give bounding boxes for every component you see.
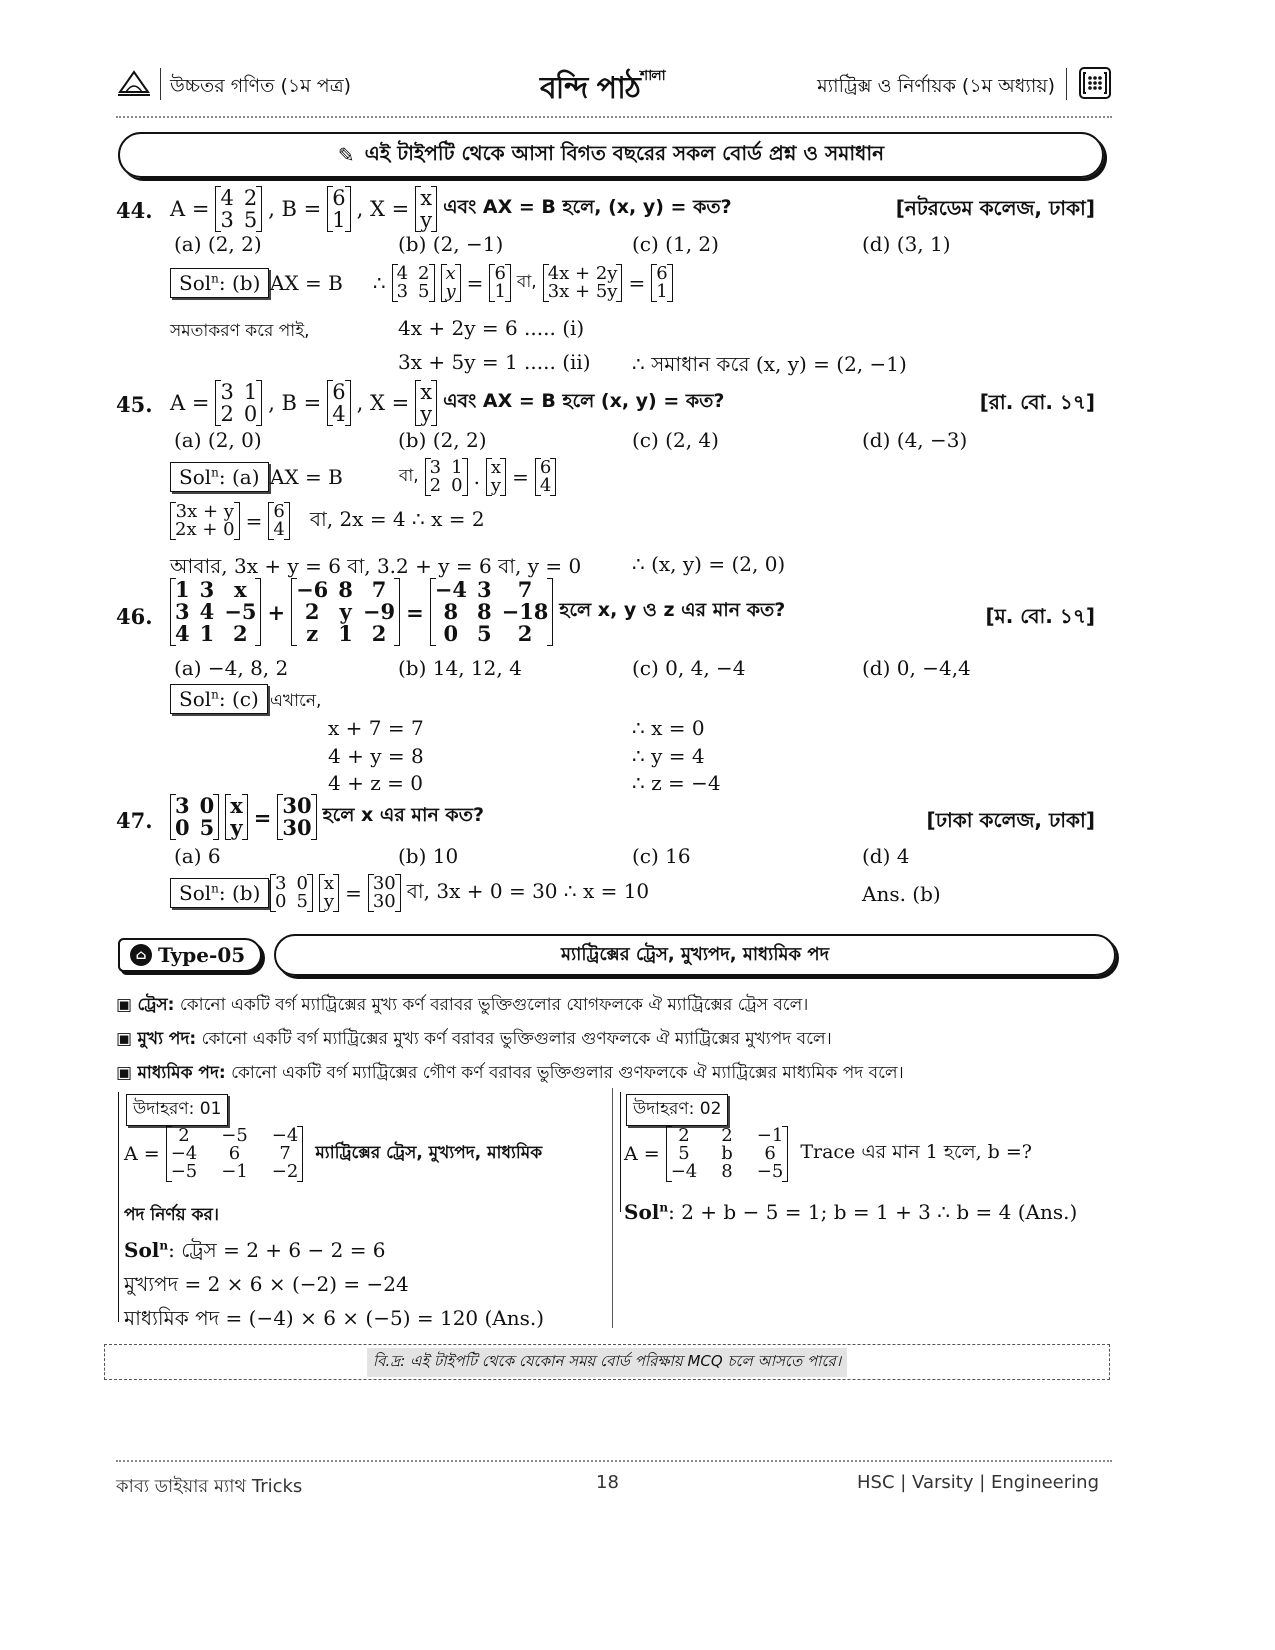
matrix-cell: 1 [332,208,346,233]
matrix-cell: 3 [275,873,287,894]
brand-small: শালা [639,68,665,84]
matrix-cell: x [323,873,335,894]
matrix-cell: −4 [271,1125,299,1146]
matrix-cell: y [490,475,502,496]
solution-label [170,462,269,492]
matrix-cell: 1 [494,281,506,302]
option-a: (a) −4, 8, 2 [174,656,289,680]
matrix-cell: 1 [656,281,668,302]
matrix-cell: x [230,793,243,818]
definition-term: মাধ্যমিক পদ: [137,1063,226,1083]
matrix-cell: 3 [220,380,234,404]
matrix-x [225,794,248,840]
matrix-cell: y [323,891,335,912]
type-title-banner [274,934,1116,976]
matrix-cell: 0 [451,475,463,496]
question-number: 46. [116,604,153,629]
matrix-cell: 4 [175,621,190,647]
matrix-x [486,458,506,496]
header-separator [116,116,1112,118]
definition-term: ট্রেস: [137,995,175,1015]
matrix-a [215,380,262,426]
matrix-cell: −1 [756,1125,784,1146]
matrix-cell: 1 [243,380,258,404]
question-45-statement [170,380,724,426]
matrix-cell: 3 [396,281,409,302]
matrix-a [215,186,262,232]
equals-sign: = [512,465,529,489]
q44-a-lhs: A = [170,197,210,222]
example-matrix [166,1126,304,1182]
sol-text: Sol [124,1238,160,1262]
matrix-cell: 0 [275,891,287,912]
matrix-cell: 2 [178,1125,190,1146]
matrix-cell: −6 [296,577,329,602]
option-d: (d) 4 [862,844,910,868]
matrix-cell: 7 [371,577,387,602]
bookmark-icon: ▣ [116,1063,133,1083]
q44-solution-line1 [270,264,673,302]
matrix-cell: 4 [273,519,285,540]
q45-s1: AX = B [270,465,343,489]
or-word: বা, [398,466,419,486]
example-matrix [666,1126,789,1182]
matrix-cell: 3 [476,577,492,602]
matrix-b [327,186,350,232]
header-divider-right [1066,68,1067,100]
matrix-cell: 2 [429,475,442,496]
equals-sign: = [628,271,646,295]
example-text: ম্যাট্রিক্সের ট্রেস, মুখ্যপদ, মাধ্যমিক [315,1143,543,1163]
sol-sup: n [211,687,219,702]
equals-sign: = [466,271,484,295]
matrix-cell: 30 [282,815,312,841]
q47-s1: বা, 3x + 0 = 30 ∴ x = 10 [406,878,650,903]
matrix-cell: 5 [476,621,492,647]
q47-solution-line1 [270,874,649,912]
matrix-x [441,264,461,302]
matrix-b [277,794,316,840]
question-text: এবং AX = B হলে, (x, y) = কত? [443,196,732,219]
example-02-statement [624,1126,1032,1182]
section-banner-title: এই টাইপটি থেকে আসা বিগত বছরের সকল বোর্ড প্রশ্ন ও সমাধান [364,140,885,165]
header-right-title: ম্যাট্রিক্স ও নির্ণায়ক (১ম অধ্যায়) [817,75,1055,97]
matrix-cell: 0 [243,402,258,427]
option-a: (a) (2, 2) [174,232,262,256]
matrix-cell: 2 [220,402,234,427]
definition-term: মুখ্য পদ: [137,1029,197,1049]
matrix-b [268,502,289,540]
matrix-cell: 6 [273,501,285,522]
matrix-cell: y [339,599,352,625]
option-d: (d) (4, −3) [862,428,968,452]
equation-ii: 3x + 5y = 1 ..... (ii) [398,350,591,374]
matrix-cell: 2 [517,621,533,647]
matrix-b [535,458,556,496]
matrix-cell: 2 [243,186,258,210]
page-number: 18 [596,1472,619,1493]
matrix-a [170,794,219,840]
option-a: (a) (2, 0) [174,428,262,452]
solution-label [170,878,269,908]
matrix-product [543,264,623,302]
matrix-x [415,186,437,232]
therefore-symbol: ∴ [372,271,386,295]
matrix-x [415,380,437,426]
matrix-cell: y [230,815,243,841]
matrix-cell: −5 [221,1125,248,1146]
matrix-cell: 1 [451,457,463,478]
type-tag [118,938,262,972]
matrix-cell: 6 [539,457,552,478]
example-02-label: উদাহরণ: 02 [626,1094,728,1126]
q45-x-lhs: , X = [356,391,410,416]
matrix-cell: 2x + 0 [175,519,235,540]
definition-text: কোনো একটি বর্গ ম্যাট্রিক্সের মুখ্য কর্ণ বরাবর ভুক্তিগুলার গুণফলকে ঐ ম্যাট্রিক্সের মুখ্যপদ বলে। [201,1029,832,1049]
bookmark-icon: ▣ [116,1029,133,1049]
option-d: (d) (3, 1) [862,232,951,256]
matrix-cell: 6 [332,380,346,404]
sol-text: Sol [624,1200,660,1224]
question-46-statement [170,578,785,646]
matrix-cell: 2 [304,599,320,625]
trace-solution: : 2 + b − 5 = 1; b = 1 + 3 ∴ b = 4 (Ans.) [668,1200,1078,1224]
header-divider-left [160,68,161,100]
equals-sign: = [406,599,424,625]
matrix-cell: x [490,457,502,478]
matrix-cell: 6 [494,263,506,284]
q45-s3: আবার, 3x + y = 6 বা, 3.2 + y = 6 বা, y = 0 [170,554,582,578]
footer-right: HSC | Varsity | Engineering [857,1472,1099,1493]
sol-sup: n [659,1200,669,1215]
q44-result: ∴ সমাধান করে (x, y) = (2, −1) [632,352,907,376]
example-01-sol-line1 [124,1236,386,1269]
question-47-statement [170,794,484,840]
matrix-cell: y [420,208,433,233]
matrix-cell: 6 [228,1143,241,1164]
solution-label [170,684,268,714]
matrix-cell: −4 [170,1143,198,1164]
type-tag-label: Type-05 [158,943,246,967]
matrix-b [489,264,510,302]
q46-eq1: x + 7 = 7 [328,716,424,740]
definition-secondary-term [116,1060,904,1088]
matrix-cell: 30 [372,873,396,894]
example-lhs: A = [124,1143,160,1165]
example-02-sol-line1 [624,1200,1077,1224]
q46-res3: ∴ z = −4 [632,771,721,795]
sol-sup: n [211,881,219,896]
sol-sup: n [211,465,219,480]
option-b: (b) 10 [398,844,459,868]
matrix-cell: 6 [764,1143,776,1164]
question-number: 44. [116,198,153,223]
option-c: (c) 0, 4, −4 [632,656,746,680]
matrix-cell: 4 [199,599,215,625]
matrix-cell: 8 [443,599,459,625]
question-number: 47. [116,808,153,833]
question-source: [রা. বো. ১৭] [979,390,1095,414]
matrix-cell: 4 [539,475,552,496]
matrix-a [270,874,313,912]
q46-res1: ∴ x = 0 [632,716,705,740]
plus-sign: + [267,599,286,625]
matrix-x [319,874,339,912]
matrix-cell: 3 [175,599,190,625]
definition-trace [116,992,808,1020]
matrix-cell: 3 [220,208,234,233]
q46-eq2: 4 + y = 8 [328,744,424,768]
equals-sign: = [245,509,263,533]
trace-result: : ট্রেস = 2 + 6 − 2 = 6 [168,1238,386,1262]
bookmark-icon: ▣ [116,995,133,1015]
question-source: [ম. বো. ১৭] [985,604,1095,628]
q44-x-lhs: , X = [356,197,410,222]
matrix-cell: y [420,402,433,427]
matrix-cell: 1 [199,621,215,647]
matrix-cell: y [445,281,456,302]
matrix-a [425,458,468,496]
matrix-cell: −18 [501,599,549,625]
footer-left: কাব্য ডাইয়ার ম্যাথ Tricks [116,1476,303,1497]
equals-sign: = [253,804,272,830]
matrix-cell: −4 [670,1161,698,1182]
matrix-cell: 0 [175,815,190,841]
sol-answer: : (b) [218,881,261,905]
matrix-m2 [291,578,400,646]
matrix-cell: x [445,263,456,284]
matrix-cell: 2 [418,263,430,284]
matrix-cell: 7 [517,577,533,602]
q45-solution-line2 [170,502,485,540]
type-tag-icon: ⌂ [130,944,152,966]
matrix-cell: −2 [271,1161,299,1182]
q45-s2: বা, 2x = 4 ∴ x = 2 [309,506,485,531]
question-source: [নটরডেম কলেজ, ঢাকা] [895,196,1095,220]
matrix-cell: 4x + 2y [547,263,618,284]
matrix-cell: 30 [282,793,312,818]
definition-text: কোনো একটি বর্গ ম্যাট্রিক্সের গৌণ কর্ণ বরাবর ভুক্তিগুলার গুণফলকে ঐ ম্যাট্রিক্সের মাধ্যমিক পদ বলে। [231,1063,904,1083]
matrix-cell: z [306,621,319,647]
question-number: 45. [116,392,153,417]
matrix-cell: 2 [233,621,248,647]
matrix-a [392,264,435,302]
matrix-cell: 0 [443,621,459,647]
or-word: বা, [516,272,537,292]
matrix-cell: 6 [656,263,668,284]
definition-principal-term [116,1026,832,1054]
note-text: বি.দ্র: এই টাইপটি থেকে যেকোন সময় বোর্ড পরিক্ষায় MCQ চলে আসতে পারে। [367,1348,847,1377]
matrix-cell: −5 [224,599,257,625]
matrix-cell: 3x + 5y [547,281,618,302]
question-text: এবং AX = B হলে (x, y) = কত? [443,390,725,413]
question-text: হলে x এর মান কত? [322,804,484,827]
matrix-cell: 3 [429,457,442,478]
sol-sup: n [211,271,219,286]
matrix-cell: 1 [175,577,190,602]
matrix-cell: 1 [338,621,353,647]
example-lhs: A = [624,1143,660,1165]
matrix-cell: 4 [332,402,346,427]
matrix-cell: 8 [338,577,353,602]
sol-text: Sol [179,465,212,489]
matrix-b [327,380,350,426]
example-text: Trace এর মান 1 হলে, b =? [800,1141,1032,1163]
q45-a-lhs: A = [170,391,210,416]
matrix-cell: 0 [199,793,215,818]
matrix-cell: −5 [170,1161,198,1182]
matrix-cell: 3 [199,577,215,602]
secondary-term-result: মাধ্যমিক পদ = (−4) × 6 × (−5) = 120 (Ans.) [124,1306,545,1330]
type-title: ম্যাট্রিক্সের ট্রেস, মুখ্যপদ, মাধ্যমিক পদ [560,943,830,965]
matrix-m3 [430,578,554,646]
matrix-icon [1078,66,1112,100]
sol-answer: : (a) [218,465,260,489]
matrix-b [651,264,672,302]
matrix-cell: 2 [371,621,387,647]
q46-eq3: 4 + z = 0 [328,771,423,795]
q45-solution-line1 [270,458,556,496]
question-44-statement [170,186,732,232]
definition-text: কোনো একটি বর্গ ম্যাট্রিক্সের মুখ্য কর্ণ বরাবর ভুক্তিগুলোর যোগফলকে ঐ ম্যাট্রিক্সের ট্রেস বলে। [179,995,809,1015]
matrix-cell: 4 [220,186,234,210]
option-b: (b) (2, 2) [398,428,487,452]
question-source: [ঢাকা কলেজ, ঢাকা] [926,808,1095,832]
matrix-cell: 8 [476,599,492,625]
matrix-cell: 0 [296,873,308,894]
matrix-cell: x [420,380,433,404]
matrix-m1 [170,578,261,646]
matrix-cell: −5 [756,1161,784,1182]
matrix-cell: x [420,186,433,210]
option-c: (c) (1, 2) [632,232,719,256]
matrix-cell: 3x + y [175,501,234,522]
sol-answer: : (b) [218,271,261,295]
matrix-cell: 5 [296,891,308,912]
matrix-cell: 5 [243,208,258,233]
example-divider [612,1088,613,1328]
matrix-cell: 7 [279,1143,291,1164]
matrix-cell: 5 [199,815,215,841]
matrix-cell: 2 [721,1125,733,1146]
matrix-cell: 5 [418,281,430,302]
matrix-cell: 8 [721,1161,733,1182]
matrix-cell: 4 [396,263,409,284]
matrix-cell: x [234,577,247,602]
footer-separator [116,1460,1112,1462]
answer-text: Ans. (b) [862,882,941,906]
q44-s2-label: সমতাকরণ করে পাই, [170,321,310,341]
matrix-b [368,874,401,912]
example-text-cont: পদ নির্ণয় কর। [124,1205,219,1225]
brand-main: বন্দি পাঠ [540,71,640,106]
option-d: (d) 0, −4,4 [862,656,971,680]
q45-result: ∴ (x, y) = (2, 0) [632,552,786,576]
example-01-label: উদাহরণ: 01 [126,1094,228,1126]
question-text: হলে x, y ও z এর মান কত? [559,599,786,622]
note-box [104,1344,1110,1380]
brand-logo [540,64,665,115]
equals-sign: = [345,881,362,905]
matrix-cell: 30 [372,891,396,912]
option-c: (c) (2, 4) [632,428,719,452]
example-01-statement [124,1126,542,1182]
matrix-cell: 3 [175,793,190,818]
pencil-icon: ✎ [337,143,355,167]
sol-answer: : (c) [218,687,259,711]
header-logo-icon [116,66,152,100]
sol-sup: n [159,1238,169,1253]
dot-sign: . [473,465,480,489]
matrix-cell: −9 [362,599,396,625]
q46-res2: ∴ y = 4 [632,744,705,768]
matrix-cell: b [721,1143,733,1164]
sol-text: Sol [179,881,212,905]
equation-i: 4x + 2y = 6 ..... (i) [398,316,585,340]
option-b: (b) (2, −1) [398,232,504,256]
solution-label [170,268,269,298]
option-a: (a) 6 [174,844,221,868]
here-label: এখানে, [270,691,322,711]
matrix-cell: −1 [221,1161,248,1182]
principal-term-result: মুখ্যপদ = 2 × 6 × (−2) = −24 [124,1272,409,1296]
section-banner [118,132,1104,178]
matrix-cell: −4 [434,577,467,602]
matrix-cell: 6 [332,186,346,210]
q44-s1: AX = B [270,271,343,295]
option-c: (c) 16 [632,844,691,868]
option-b: (b) 14, 12, 4 [398,656,522,680]
q45-b-lhs: , B = [268,391,322,416]
header-left-title: উচ্চতর গণিত (১ম পত্র) [170,75,352,97]
matrix-cell: 2 [678,1125,690,1146]
matrix-product [170,502,240,540]
sol-text: Sol [179,271,212,295]
sol-text: Sol [179,687,212,711]
q44-b-lhs: , B = [268,197,322,222]
matrix-cell: 5 [678,1143,690,1164]
